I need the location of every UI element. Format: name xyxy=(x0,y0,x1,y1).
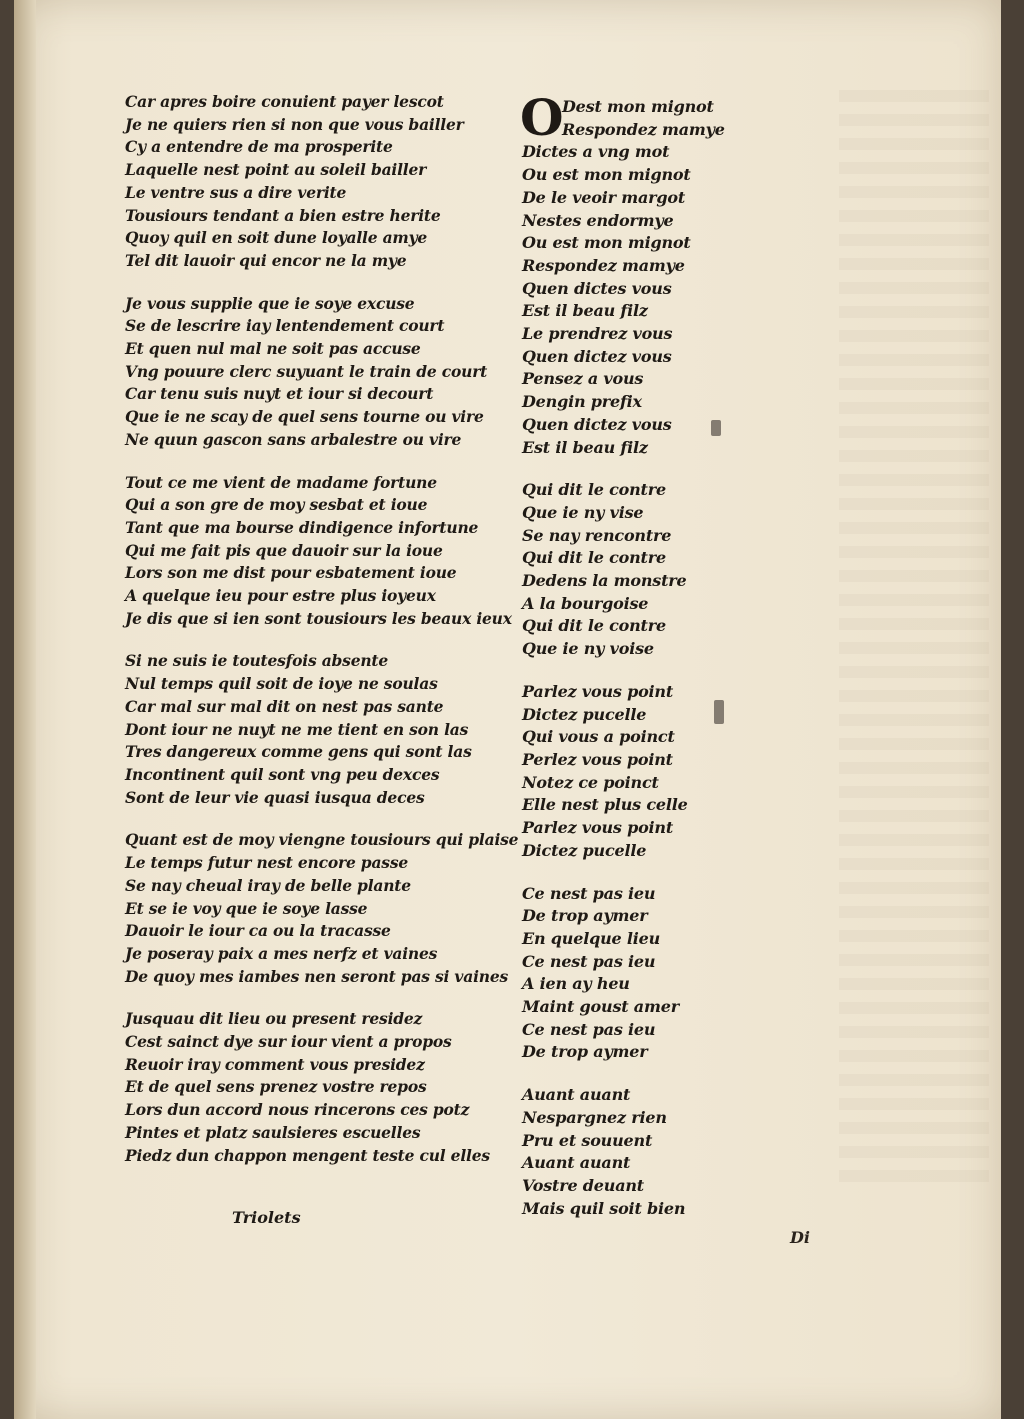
verse-line: Qui vous a poinct xyxy=(522,727,675,747)
verse-line: Elle nest plus celle xyxy=(522,795,688,815)
verse-line: Tres dangereux comme gens qui sont las xyxy=(125,742,472,762)
verse-line: Auant auant xyxy=(522,1085,631,1105)
stanza xyxy=(125,650,510,809)
verse-line: Que ie ny voise xyxy=(522,639,654,659)
verse-line: Cest sainct dye sur iour vient a propos xyxy=(125,1032,452,1052)
verse-line: Que ie ne scay de quel sens tourne ou vire xyxy=(125,407,484,427)
verse-line: Le temps futur nest encore passe xyxy=(125,853,409,873)
verse-line: Se nay cheual iray de belle plante xyxy=(125,875,411,895)
verse-line: Pru et souuent xyxy=(522,1130,653,1150)
stanza xyxy=(125,1008,510,1167)
verse-line: A quelque ieu pour estre plus ioyeux xyxy=(125,586,436,606)
stanza xyxy=(522,479,732,661)
verse-line: Quen dictez vous xyxy=(522,346,672,366)
verse-line: Je ne quiers rien si non que vous bailler xyxy=(125,114,464,134)
verse-line: Nul temps quil soit de ioye ne soulas xyxy=(125,674,438,694)
verse-line: Qui a son gre de moy sesbat et ioue xyxy=(125,495,428,515)
verse-line: Sont de leur vie quasi iusqua deces xyxy=(125,787,425,807)
verse-line: Incontinent quil sont vng peu dexces xyxy=(125,764,440,784)
verse-line: Respondez mamye xyxy=(562,119,725,139)
verse-line: Ce nest pas ieu xyxy=(522,1019,656,1039)
verse-line: Tel dit lauoir qui encor ne la mye xyxy=(125,250,407,270)
verse-line: Qui dit le contre xyxy=(522,548,666,568)
verse-line: A la bourgoise xyxy=(522,593,649,613)
verse-line: Respondez mamye xyxy=(522,255,685,275)
verse-line: Ou est mon mignot xyxy=(522,233,691,253)
verse-line: Perlez vous point xyxy=(522,749,673,769)
verse-line: Tout ce me vient de madame fortune xyxy=(125,472,437,492)
right-column xyxy=(520,88,732,1240)
verse-line: Car mal sur mal dit on nest pas sante xyxy=(125,696,444,716)
verse-line: Quen dictes vous xyxy=(522,278,672,298)
verse-line: Ce nest pas ieu xyxy=(522,951,656,971)
verse-line: De le veoir margot xyxy=(522,187,686,207)
stanza xyxy=(522,883,732,1065)
verse-line: Et se ie voy que ie soye lasse xyxy=(125,898,368,918)
stanza xyxy=(125,829,519,988)
verse-line: Dictez pucelle xyxy=(522,704,647,724)
left-column xyxy=(125,91,519,1187)
verse-line: Mais quil soit bien xyxy=(522,1198,686,1218)
verse-line: Qui dit le contre xyxy=(522,480,666,500)
verse-line: Dictez pucelle xyxy=(522,840,647,860)
drop-cap: O xyxy=(520,88,564,147)
verse-line: Lors son me dist pour esbatement ioue xyxy=(125,563,457,583)
book-page xyxy=(14,0,1001,1419)
verse-line: Reuoir iray comment vous presidez xyxy=(125,1054,425,1074)
verse-line: Le ventre sus a dire verite xyxy=(125,182,347,202)
verse-line: Si ne suis ie toutesfois absente xyxy=(125,651,389,671)
verse-line: Dictes a vng mot xyxy=(522,142,670,162)
verse-line: Quoy quil en soit dune loyalle amye xyxy=(125,228,428,248)
verse-line: Dont iour ne nuyt ne me tient en son las xyxy=(125,719,469,739)
verse-line: A ien ay heu xyxy=(522,974,630,994)
verse-line: Se de lescrire iay lentendement court xyxy=(125,316,445,336)
verse-line: Car apres boire conuient payer lescot xyxy=(125,92,444,111)
verse-line: Parlez vous point xyxy=(522,818,674,838)
verse-line: Tousiours tendant a bien estre herite xyxy=(125,205,441,225)
stanza xyxy=(520,88,732,459)
verse-line: Maint goust amer xyxy=(522,997,679,1017)
verse-line: Pintes et platz saulsieres escuelles xyxy=(125,1122,421,1142)
verse-line: Car tenu suis nuyt et iour si decourt xyxy=(125,384,434,404)
verse-line: Le prendrez vous xyxy=(522,324,673,344)
stanza xyxy=(522,1084,732,1220)
verse-line: Vng pouure clerc suyuant le train de court xyxy=(125,361,488,381)
verse-line: Qui dit le contre xyxy=(522,616,666,636)
verse-line: De trop aymer xyxy=(522,906,648,926)
stanza xyxy=(522,681,732,863)
verse-line: Dest mon mignot xyxy=(562,97,714,116)
verse-line: Piedz dun chappon mengent teste cul elles xyxy=(125,1145,490,1165)
verse-line: Se nay rencontre xyxy=(522,525,672,545)
verse-line: De trop aymer xyxy=(522,1042,648,1062)
verse-line: Ne quun gascon sans arbalestre ou vire xyxy=(125,429,462,449)
verse-line: Dedens la monstre xyxy=(522,571,687,591)
verse-line: En quelque lieu xyxy=(522,928,661,948)
verse-line: Parlez vous point xyxy=(522,681,674,701)
verse-line: Quant est de moy viengne tousiours qui plaise xyxy=(125,830,519,850)
verse-line: De quoy mes iambes nen seront pas si vaines xyxy=(125,966,509,986)
verse-line: Lors dun accord nous rincerons ces potz xyxy=(125,1100,470,1120)
verse-line: Est il beau filz xyxy=(522,437,648,457)
verse-line: Ou est mon mignot xyxy=(522,165,691,185)
bleed-through-text xyxy=(839,90,989,1190)
verse-line: Auant auant xyxy=(522,1153,631,1173)
verse-line: Vostre deuant xyxy=(522,1175,644,1195)
stanza xyxy=(125,91,510,273)
verse-line: Qui me fait pis que dauoir sur la ioue xyxy=(125,540,443,560)
verse-line: Pensez a vous xyxy=(522,369,644,389)
verse-line: Notez ce poinct xyxy=(522,772,659,792)
page-gutter xyxy=(14,0,36,1419)
verse-line: Nestes endormye xyxy=(522,210,674,230)
verse-line: Dauoir le iour ca ou la tracasse xyxy=(125,921,391,941)
verse-line: Est il beau filz xyxy=(522,301,648,321)
verse-line: Jusquau dit lieu ou present residez xyxy=(125,1009,423,1029)
verse-line: Quen dictez vous xyxy=(522,414,672,434)
section-heading: Triolets xyxy=(232,1208,301,1227)
verse-line: Je dis que si ien sont tousiours les beaux ieux xyxy=(125,608,512,628)
stanza xyxy=(125,472,510,631)
verse-line: Et de quel sens prenez vostre repos xyxy=(125,1077,427,1097)
verse-line: Laquelle nest point au soleil bailler xyxy=(125,160,427,180)
verse-line: Et quen nul mal ne soit pas accuse xyxy=(125,339,421,359)
verse-line: Ce nest pas ieu xyxy=(522,883,656,903)
verse-line: Tant que ma bourse dindigence infortune xyxy=(125,517,479,537)
verse-line: Je vous supplie que ie soye excuse xyxy=(125,293,415,313)
stanza xyxy=(125,293,510,452)
verse-line: Que ie ny vise xyxy=(522,502,644,522)
verse-line: Nespargnez rien xyxy=(522,1107,667,1127)
signature-mark: Di xyxy=(790,1228,810,1247)
verse-line: Je poseray paix a mes nerfz et vaines xyxy=(125,943,438,963)
verse-line: Cy a entendre de ma prosperite xyxy=(125,137,393,157)
verse-line: Dengin prefix xyxy=(522,392,642,412)
